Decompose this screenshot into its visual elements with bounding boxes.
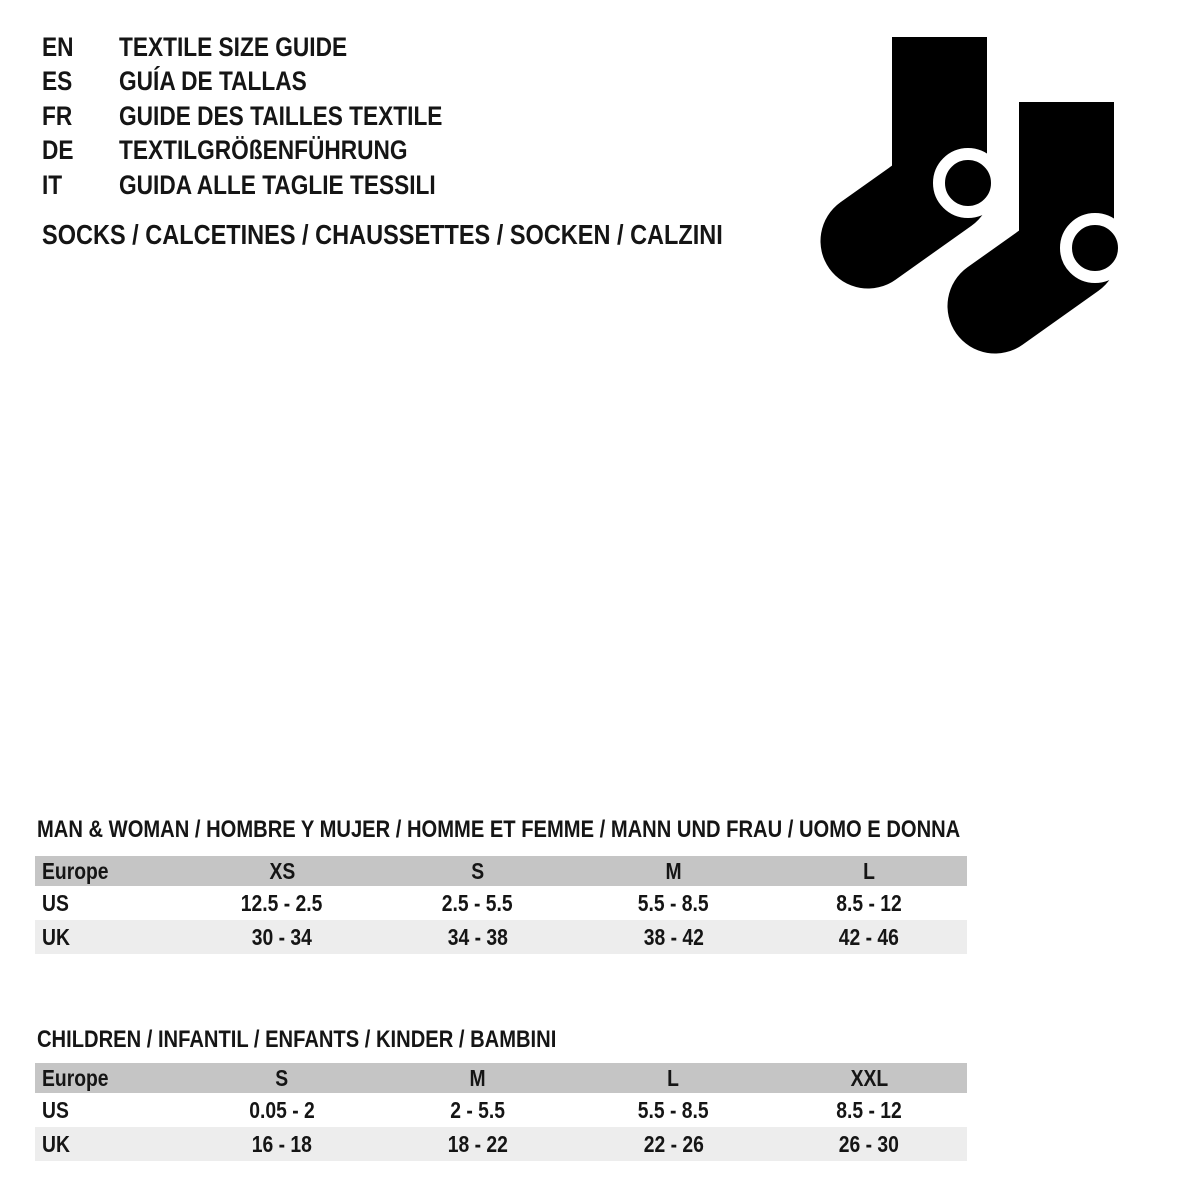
- language-label: TEXTILE SIZE GUIDE: [119, 31, 348, 62]
- size-cell: 5.5 - 8.5: [637, 889, 709, 916]
- header-cell-size-l: L: [667, 1064, 680, 1091]
- language-code: DE: [42, 135, 74, 166]
- size-cell: 30 - 34: [251, 923, 313, 950]
- size-cell: 8.5 - 12: [836, 1096, 902, 1123]
- language-item-es: [42, 65, 504, 100]
- language-code: FR: [42, 100, 73, 131]
- row-label: US: [42, 889, 69, 916]
- size-cell: 12.5 - 2.5: [241, 889, 323, 916]
- man-woman-row-us: [35, 886, 967, 920]
- man-woman-header-row: [35, 856, 967, 886]
- row-label: UK: [42, 923, 70, 950]
- header-cell-size-m: M: [469, 1064, 486, 1091]
- size-cell: 5.5 - 8.5: [637, 1096, 709, 1123]
- header-cell-region: Europe: [42, 857, 109, 884]
- children-row-us: [35, 1093, 967, 1127]
- size-cell: 38 - 42: [643, 923, 704, 950]
- children-header-row: [35, 1063, 967, 1093]
- size-cell: 18 - 22: [447, 1130, 508, 1157]
- children-table-title: CHILDREN / INFANTIL / ENFANTS / KINDER / BAMBINI: [37, 1026, 557, 1053]
- man-woman-size-table: [35, 856, 967, 954]
- children-size-table: [35, 1063, 967, 1161]
- size-cell: 26 - 30: [839, 1130, 900, 1157]
- language-label: GUÍA DE TALLAS: [119, 66, 307, 97]
- language-label: TEXTILGRÖßENFÜHRUNG: [119, 135, 408, 166]
- product-line-text: SOCKS / CALCETINES / CHAUSSETTES / SOCKEN / CALZINI: [42, 219, 723, 250]
- socks-icon: [812, 30, 1142, 360]
- size-cell: 42 - 46: [839, 923, 900, 950]
- row-label: UK: [42, 1130, 70, 1157]
- row-label: US: [42, 1096, 69, 1123]
- language-code: ES: [42, 66, 73, 97]
- header-cell-size-xs: XS: [269, 857, 295, 884]
- language-item-it: [42, 168, 504, 203]
- language-label: GUIDA ALLE TAGLIE TESSILI: [119, 169, 436, 200]
- language-guide: [42, 30, 504, 203]
- children-row-uk: [35, 1127, 967, 1161]
- size-cell: 22 - 26: [643, 1130, 704, 1157]
- header-cell-size-s: S: [471, 857, 485, 884]
- header-cell-size-xxl: XXL: [850, 1064, 888, 1091]
- language-code: IT: [42, 169, 63, 200]
- size-cell: 2 - 5.5: [450, 1096, 506, 1123]
- language-code: EN: [42, 31, 74, 62]
- header-cell-size-s: S: [275, 1064, 289, 1091]
- header-cell-region: Europe: [42, 1064, 109, 1091]
- size-cell: 0.05 - 2: [249, 1096, 315, 1123]
- language-item-fr: [42, 99, 504, 134]
- language-item-de: [42, 134, 504, 169]
- sock-right: [995, 102, 1124, 306]
- language-item-en: [42, 30, 504, 65]
- man-woman-row-uk: [35, 920, 967, 954]
- language-label: GUIDE DES TAILLES TEXTILE: [119, 100, 443, 131]
- header-cell-size-m: M: [665, 857, 682, 884]
- header-cell-size-l: L: [863, 857, 876, 884]
- product-line: [42, 219, 853, 251]
- size-cell: 34 - 38: [447, 923, 508, 950]
- sock-left: [868, 37, 997, 241]
- man-woman-table-title: MAN & WOMAN / HOMBRE Y MUJER / HOMME ET FEMME / MANN UND FRAU / UOMO E DONNA: [37, 816, 961, 843]
- size-cell: 16 - 18: [251, 1130, 313, 1157]
- size-cell: 8.5 - 12: [836, 889, 902, 916]
- size-cell: 2.5 - 5.5: [442, 889, 514, 916]
